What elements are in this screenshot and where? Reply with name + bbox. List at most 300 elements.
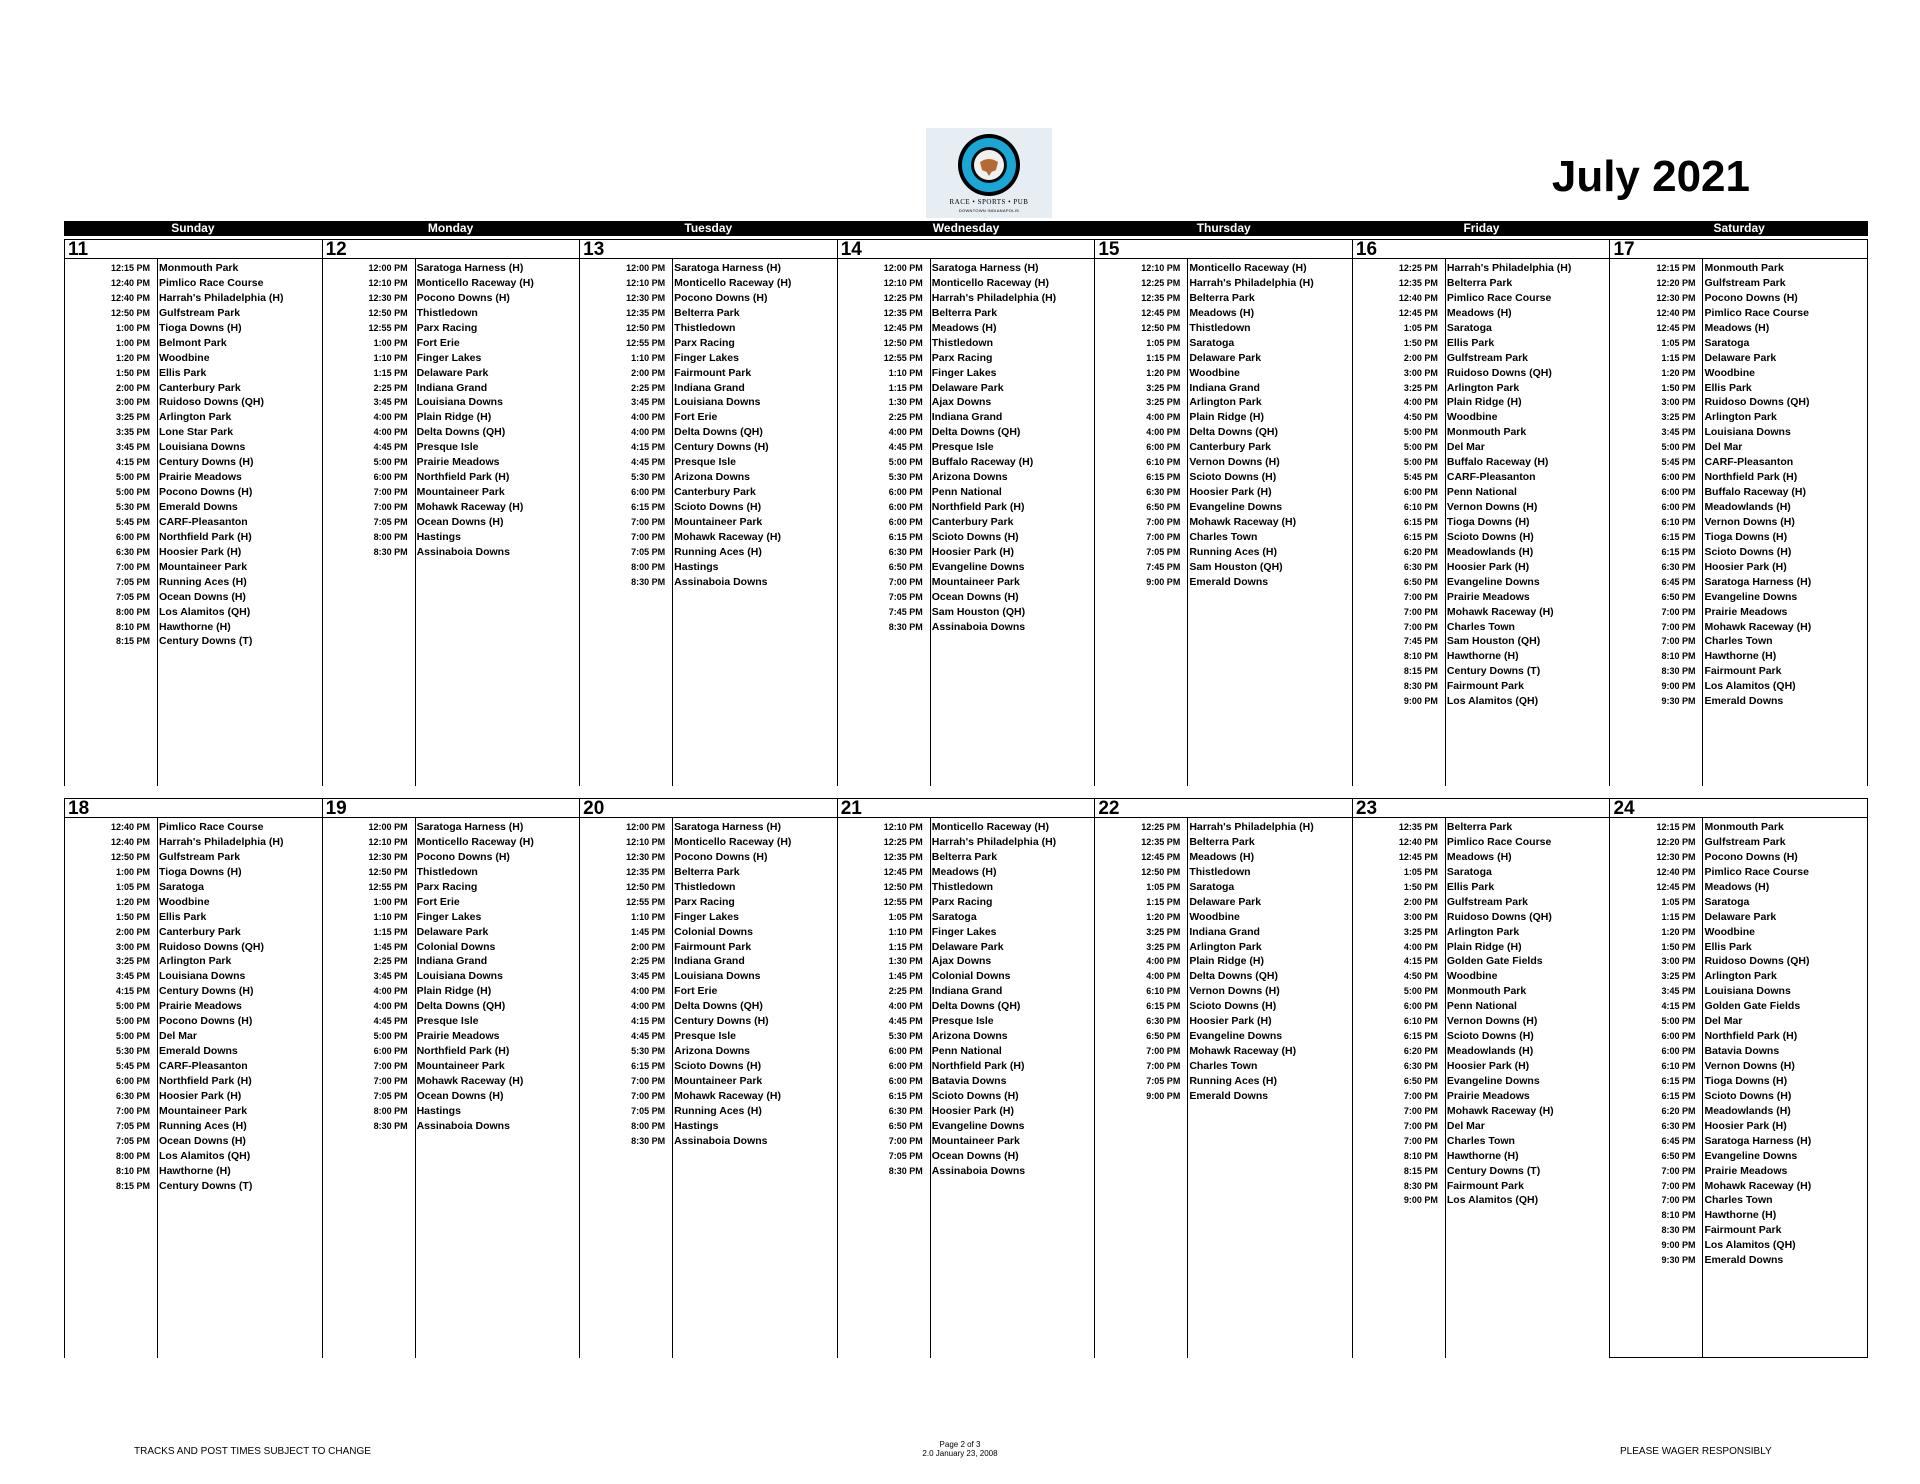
track-name: Del Mar (1446, 441, 1485, 454)
track-name: Arlington Park (1446, 925, 1520, 938)
race-entry (1353, 1074, 1610, 1089)
post-time: 3:25 PM (115, 956, 150, 967)
race-entry (838, 381, 1095, 396)
day-header-strip (580, 239, 837, 259)
track-name: Indiana Grand (416, 381, 488, 394)
race-entry (580, 1014, 837, 1029)
race-entry (1095, 515, 1352, 530)
track-name: Mountaineer Park (931, 1134, 1020, 1147)
race-entry (65, 910, 322, 925)
race-entry (1353, 984, 1610, 999)
post-time: 7:00 PM (1146, 1061, 1181, 1071)
track-name: Century Downs (H) (674, 441, 769, 454)
track-name: Meadows (H) (1189, 850, 1255, 863)
track-name: Finger Lakes (416, 910, 482, 923)
track-name: Saratoga Harness (H) (1704, 575, 1812, 588)
post-time: 1:20 PM (115, 896, 150, 907)
track-name: Arlington Park (1704, 411, 1777, 424)
race-entry (1353, 500, 1610, 515)
race-entry (65, 1164, 322, 1179)
post-time: 9:00 PM (1403, 1195, 1438, 1206)
track-name: Scioto Downs (H) (1704, 545, 1792, 558)
race-entry (1610, 1074, 1867, 1089)
post-time: 1:15 PM (888, 382, 923, 393)
post-time: 12:25 PM (883, 836, 923, 847)
track-name: Los Alamitos (QH) (1704, 1239, 1796, 1252)
track-name: Thistledown (416, 865, 478, 878)
post-time: 4:15 PM (631, 1016, 666, 1027)
post-time: 1:20 PM (1146, 911, 1181, 922)
track-name: Colonial Downs (931, 970, 1011, 983)
week-row (64, 239, 1868, 786)
track-name: Assinaboia Downs (931, 1164, 1026, 1177)
post-time: 12:35 PM (1398, 822, 1438, 832)
post-time: 6:15 PM (1661, 1090, 1696, 1101)
track-name: Saratoga (1446, 865, 1492, 878)
track-name: Monticello Raceway (H) (674, 276, 792, 289)
post-time: 4:45 PM (373, 442, 408, 453)
post-time: 1:50 PM (115, 367, 150, 378)
track-name: Batavia Downs (931, 1074, 1007, 1087)
week-row (64, 798, 1868, 1358)
race-entry (323, 470, 580, 485)
track-name: Louisiana Downs (159, 441, 246, 454)
race-entry (323, 425, 580, 440)
post-time: 8:00 PM (373, 1105, 408, 1116)
race-entry (1353, 649, 1610, 664)
race-entry (1095, 1014, 1352, 1029)
day-cell (579, 239, 837, 786)
day-header-strip (1353, 798, 1610, 818)
post-time: 6:30 PM (1403, 561, 1438, 572)
track-name: Mountaineer Park (931, 575, 1020, 588)
race-entry (1353, 1044, 1610, 1059)
track-name: Indiana Grand (931, 985, 1003, 998)
race-entry (65, 455, 322, 470)
race-entry (65, 440, 322, 455)
race-entry (580, 410, 837, 425)
post-time: 5:00 PM (1403, 442, 1438, 453)
track-name: Evangeline Downs (1446, 575, 1540, 588)
track-name: Century Downs (T) (1446, 665, 1541, 678)
race-entry (1095, 820, 1352, 835)
post-time: 3:25 PM (1661, 971, 1696, 982)
post-time: 5:30 PM (115, 502, 150, 512)
post-time: 4:15 PM (115, 986, 150, 997)
track-name: Northfield Park (H) (1704, 1030, 1798, 1043)
track-name: Northfield Park (H) (931, 1060, 1025, 1072)
race-entry (65, 620, 322, 635)
post-time: 7:00 PM (888, 1135, 923, 1146)
track-name: Presque Isle (674, 456, 737, 469)
post-time: 6:50 PM (888, 561, 923, 572)
race-entry (323, 545, 580, 560)
race-entry (1353, 515, 1610, 530)
track-name: Charles Town (1446, 1134, 1515, 1147)
track-name: Vernon Downs (H) (1704, 1060, 1795, 1072)
track-name: Lone Star Park (159, 426, 234, 439)
post-time: 1:45 PM (888, 971, 923, 982)
post-time: 1:10 PM (888, 367, 923, 378)
post-time: 1:05 PM (1146, 881, 1181, 892)
track-name: Louisiana Downs (1704, 985, 1791, 998)
post-time: 12:55 PM (626, 337, 666, 348)
race-list (1095, 820, 1352, 1104)
race-entry (1610, 1193, 1867, 1208)
post-time: 7:00 PM (1146, 1046, 1181, 1057)
post-time: 8:30 PM (1403, 681, 1438, 692)
track-name: Woodbine (1189, 366, 1240, 379)
post-time: 9:00 PM (1661, 1240, 1696, 1251)
post-time: 12:50 PM (110, 851, 150, 862)
post-time: 12:45 PM (1141, 307, 1181, 318)
track-name: Vernon Downs (H) (1704, 515, 1795, 528)
track-name: Hoosier Park (H) (159, 1089, 242, 1102)
race-entry (1353, 306, 1610, 321)
track-name: CARF-Pleasanton (159, 1060, 248, 1072)
post-time: 5:45 PM (1661, 457, 1696, 468)
track-name: Scioto Downs (H) (1446, 1030, 1534, 1043)
post-time: 12:50 PM (368, 307, 408, 318)
post-time: 4:00 PM (1146, 971, 1181, 982)
post-time: 3:25 PM (1146, 941, 1181, 952)
track-name: Charles Town (1446, 620, 1515, 633)
track-name: Monmouth Park (159, 262, 239, 274)
track-name: Belterra Park (931, 850, 998, 863)
race-entry (65, 485, 322, 500)
track-name: Ocean Downs (H) (416, 1089, 504, 1102)
post-time: 8:00 PM (115, 1150, 150, 1161)
track-name: Prairie Meadows (1446, 1089, 1530, 1102)
post-time: 8:30 PM (888, 621, 923, 632)
race-entry (838, 1164, 1095, 1179)
post-time: 4:45 PM (631, 1031, 666, 1042)
race-entry (580, 954, 837, 969)
day-number: 23 (1355, 798, 1378, 819)
post-time: 12:30 PM (1656, 292, 1696, 303)
post-time: 7:00 PM (115, 1105, 150, 1116)
track-name: Ruidoso Downs (QH) (1704, 955, 1810, 968)
track-name: Del Mar (1446, 1119, 1485, 1132)
track-name: Meadows (H) (1704, 321, 1770, 334)
post-time: 2:00 PM (1403, 896, 1438, 907)
race-entry (323, 984, 580, 999)
track-name: Saratoga (1704, 336, 1750, 349)
track-name: Prairie Meadows (416, 1030, 500, 1043)
post-time: 8:10 PM (115, 621, 150, 632)
track-name: Delaware Park (416, 925, 489, 938)
track-name: Vernon Downs (H) (1189, 985, 1280, 998)
track-name: Indiana Grand (674, 381, 745, 394)
track-name: Meadows (H) (1446, 850, 1512, 863)
post-time: 8:30 PM (373, 546, 408, 557)
post-time: 5:00 PM (1403, 457, 1438, 468)
track-name: Prairie Meadows (416, 456, 500, 469)
track-name: Parx Racing (931, 351, 993, 364)
track-name: Scioto Downs (H) (1446, 530, 1534, 543)
race-entry (1353, 545, 1610, 560)
race-entry (1095, 291, 1352, 306)
race-entry (1353, 276, 1610, 291)
track-name: Plain Ridge (H) (1189, 411, 1264, 424)
post-time: 5:30 PM (888, 1031, 923, 1042)
track-name: Los Alamitos (QH) (159, 605, 251, 618)
race-entry (65, 880, 322, 895)
race-entry (838, 895, 1095, 910)
post-time: 2:25 PM (888, 412, 923, 423)
race-entry (580, 395, 837, 410)
post-time: 6:10 PM (1146, 457, 1181, 468)
track-name: Ellis Park (1704, 381, 1752, 394)
post-time: 3:45 PM (1661, 986, 1696, 997)
race-entry (838, 485, 1095, 500)
race-list (1610, 261, 1867, 709)
race-entry (580, 925, 837, 940)
track-name: Prairie Meadows (159, 1000, 242, 1013)
track-name: Parx Racing (674, 336, 735, 349)
track-name: Evangeline Downs (931, 560, 1025, 573)
post-time: 12:50 PM (626, 322, 666, 333)
track-name: Delaware Park (931, 940, 1004, 953)
track-name: Tioga Downs (H) (1704, 1074, 1788, 1087)
track-name: Ajax Downs (931, 396, 992, 409)
post-time: 2:25 PM (631, 382, 666, 393)
track-name: Fairmount Park (674, 940, 752, 953)
track-name: Saratoga Harness (H) (674, 821, 781, 833)
race-entry (65, 261, 322, 276)
track-name: Finger Lakes (674, 351, 739, 364)
track-name: Mountaineer Park (674, 515, 763, 528)
post-time: 9:30 PM (1661, 696, 1696, 707)
track-name: Arizona Downs (931, 471, 1008, 484)
post-time: 5:30 PM (888, 472, 923, 483)
day-cell (64, 239, 322, 786)
track-name: Saratoga (1446, 321, 1492, 334)
race-entry (1353, 1029, 1610, 1044)
race-entry (838, 984, 1095, 999)
track-name: Ocean Downs (H) (159, 1134, 246, 1147)
post-time: 5:00 PM (115, 472, 150, 483)
track-name: Delta Downs (QH) (931, 1000, 1021, 1013)
day-header-strip (580, 798, 837, 818)
race-entry (1095, 530, 1352, 545)
race-entry (1610, 1089, 1867, 1104)
post-time: 1:00 PM (115, 337, 150, 348)
post-time: 6:15 PM (631, 502, 666, 512)
post-time: 6:30 PM (888, 1105, 923, 1116)
race-entry (838, 440, 1095, 455)
track-name: Woodbine (159, 351, 210, 364)
post-time: 9:00 PM (1146, 1090, 1181, 1101)
race-entry (1095, 336, 1352, 351)
post-time: 8:30 PM (631, 1135, 666, 1146)
day-header-strip (323, 239, 580, 259)
race-entry (838, 455, 1095, 470)
track-name: Arlington Park (1189, 396, 1262, 409)
track-name: Hoosier Park (H) (159, 545, 242, 558)
race-entry (1610, 440, 1867, 455)
race-entry (1353, 1119, 1610, 1134)
track-name: Pocono Downs (H) (416, 291, 510, 304)
race-entry (1610, 545, 1867, 560)
race-entry (1610, 336, 1867, 351)
post-time: 8:30 PM (373, 1120, 408, 1131)
race-entry (838, 910, 1095, 925)
logo-subline: DOWNTOWN INDIANAPOLIS (958, 208, 1020, 213)
track-name: Sam Houston (QH) (1189, 560, 1283, 573)
track-name: Hoosier Park (H) (1189, 486, 1272, 499)
race-entry (1095, 954, 1352, 969)
post-time: 6:00 PM (1661, 502, 1696, 512)
race-entry (1353, 694, 1610, 709)
race-entry (1353, 1193, 1610, 1208)
track-name: Fairmount Park (1704, 665, 1782, 678)
track-name: Thistledown (416, 306, 478, 319)
race-entry (1353, 1104, 1610, 1119)
race-entry (1095, 1044, 1352, 1059)
race-entry (1095, 321, 1352, 336)
race-entry (1610, 351, 1867, 366)
race-entry (838, 545, 1095, 560)
track-name: Scioto Downs (H) (931, 1089, 1019, 1102)
post-time: 1:05 PM (1146, 337, 1181, 348)
race-entry (1610, 1014, 1867, 1029)
post-time: 4:15 PM (631, 442, 666, 453)
post-time: 3:45 PM (373, 971, 408, 982)
track-name: Running Aces (H) (674, 545, 762, 558)
track-name: Mohawk Raceway (H) (416, 501, 524, 513)
day-number: 18 (68, 798, 90, 819)
post-time: 7:00 PM (1146, 531, 1181, 542)
track-name: Buffalo Raceway (H) (931, 456, 1034, 469)
track-name: Mohawk Raceway (H) (1189, 515, 1297, 528)
post-time: 7:00 PM (1661, 1180, 1696, 1191)
post-time: 6:50 PM (1661, 1150, 1696, 1161)
race-entry (1610, 1164, 1867, 1179)
track-name: Sam Houston (QH) (1446, 635, 1541, 648)
weekday-header: Thursday (1196, 221, 1251, 235)
race-entry (323, 850, 580, 865)
post-time: 1:20 PM (1146, 367, 1181, 378)
track-name: Prairie Meadows (1446, 590, 1530, 603)
post-time: 12:55 PM (883, 896, 923, 907)
day-cell (1094, 798, 1352, 1358)
race-entry (1095, 1029, 1352, 1044)
track-name: Delta Downs (QH) (931, 426, 1021, 439)
post-time: 12:40 PM (110, 822, 150, 832)
race-entry (580, 910, 837, 925)
post-time: 12:00 PM (368, 263, 408, 273)
race-entry (323, 515, 580, 530)
post-time: 4:00 PM (373, 1001, 408, 1012)
post-time: 3:00 PM (115, 941, 150, 952)
race-entry (580, 336, 837, 351)
track-name: Hoosier Park (H) (931, 1104, 1015, 1117)
track-name: Ruidoso Downs (QH) (1704, 396, 1810, 409)
race-entry (838, 1059, 1095, 1074)
track-name: Louisiana Downs (416, 396, 503, 409)
post-time: 4:00 PM (631, 427, 666, 438)
post-time: 1:15 PM (888, 941, 923, 952)
track-name: Indiana Grand (416, 955, 488, 968)
race-entry (1353, 291, 1610, 306)
race-entry (323, 895, 580, 910)
race-entry (1095, 485, 1352, 500)
race-entry (1095, 910, 1352, 925)
race-entry (1095, 560, 1352, 575)
race-entry (838, 515, 1095, 530)
track-name: Thistledown (1189, 865, 1251, 878)
track-name: Canterbury Park (159, 925, 241, 938)
post-time: 3:00 PM (1661, 956, 1696, 967)
post-time: 1:05 PM (1661, 337, 1696, 348)
post-time: 4:00 PM (631, 986, 666, 997)
post-time: 5:00 PM (1661, 1016, 1696, 1027)
race-entry (323, 336, 580, 351)
race-entry (1095, 1089, 1352, 1104)
race-entry (65, 1014, 322, 1029)
race-entry (838, 925, 1095, 940)
post-time: 1:45 PM (631, 926, 666, 937)
day-number: 11 (68, 239, 89, 260)
race-entry (1610, 366, 1867, 381)
post-time: 6:00 PM (631, 487, 666, 498)
track-name: Plain Ridge (H) (1189, 955, 1264, 968)
post-time: 7:00 PM (1403, 1120, 1438, 1131)
post-time: 1:00 PM (373, 896, 408, 907)
track-name: Parx Racing (931, 895, 993, 908)
track-name: Monticello Raceway (H) (1189, 262, 1307, 274)
post-time: 7:00 PM (888, 576, 923, 587)
track-name: Woodbine (1446, 970, 1498, 983)
post-time: 12:40 PM (110, 836, 150, 847)
track-name: Assinaboia Downs (674, 1134, 768, 1147)
race-entry (1610, 1134, 1867, 1149)
track-name: Louisiana Downs (674, 970, 761, 983)
race-list (838, 261, 1095, 634)
track-name: Evangeline Downs (1189, 501, 1283, 513)
post-time: 1:20 PM (1661, 926, 1696, 937)
post-time: 6:00 PM (373, 1046, 408, 1057)
post-time: 6:15 PM (1403, 531, 1438, 542)
track-name: Belterra Park (1189, 291, 1255, 304)
track-name: Saratoga Harness (H) (416, 262, 524, 274)
race-entry (65, 590, 322, 605)
post-time: 6:30 PM (115, 1090, 150, 1101)
race-entry (580, 850, 837, 865)
post-time: 7:05 PM (115, 1135, 150, 1146)
track-name: Meadows (H) (1446, 306, 1512, 319)
track-name: Arlington Park (1189, 940, 1262, 953)
race-entry (1353, 925, 1610, 940)
track-name: Thistledown (674, 880, 736, 893)
post-time: 1:05 PM (115, 881, 150, 892)
race-entry (838, 1074, 1095, 1089)
race-entry (323, 321, 580, 336)
race-entry (1095, 351, 1352, 366)
race-entry (1610, 895, 1867, 910)
race-entry (1353, 850, 1610, 865)
race-entry (65, 850, 322, 865)
race-entry (1610, 1119, 1867, 1134)
race-entry (1610, 395, 1867, 410)
post-time: 3:00 PM (1403, 367, 1438, 378)
track-name: Harrah's Philadelphia (H) (159, 291, 284, 304)
track-name: Running Aces (H) (159, 575, 247, 588)
track-name: Plain Ridge (H) (1446, 940, 1522, 953)
race-entry (1353, 455, 1610, 470)
race-entry (1353, 485, 1610, 500)
